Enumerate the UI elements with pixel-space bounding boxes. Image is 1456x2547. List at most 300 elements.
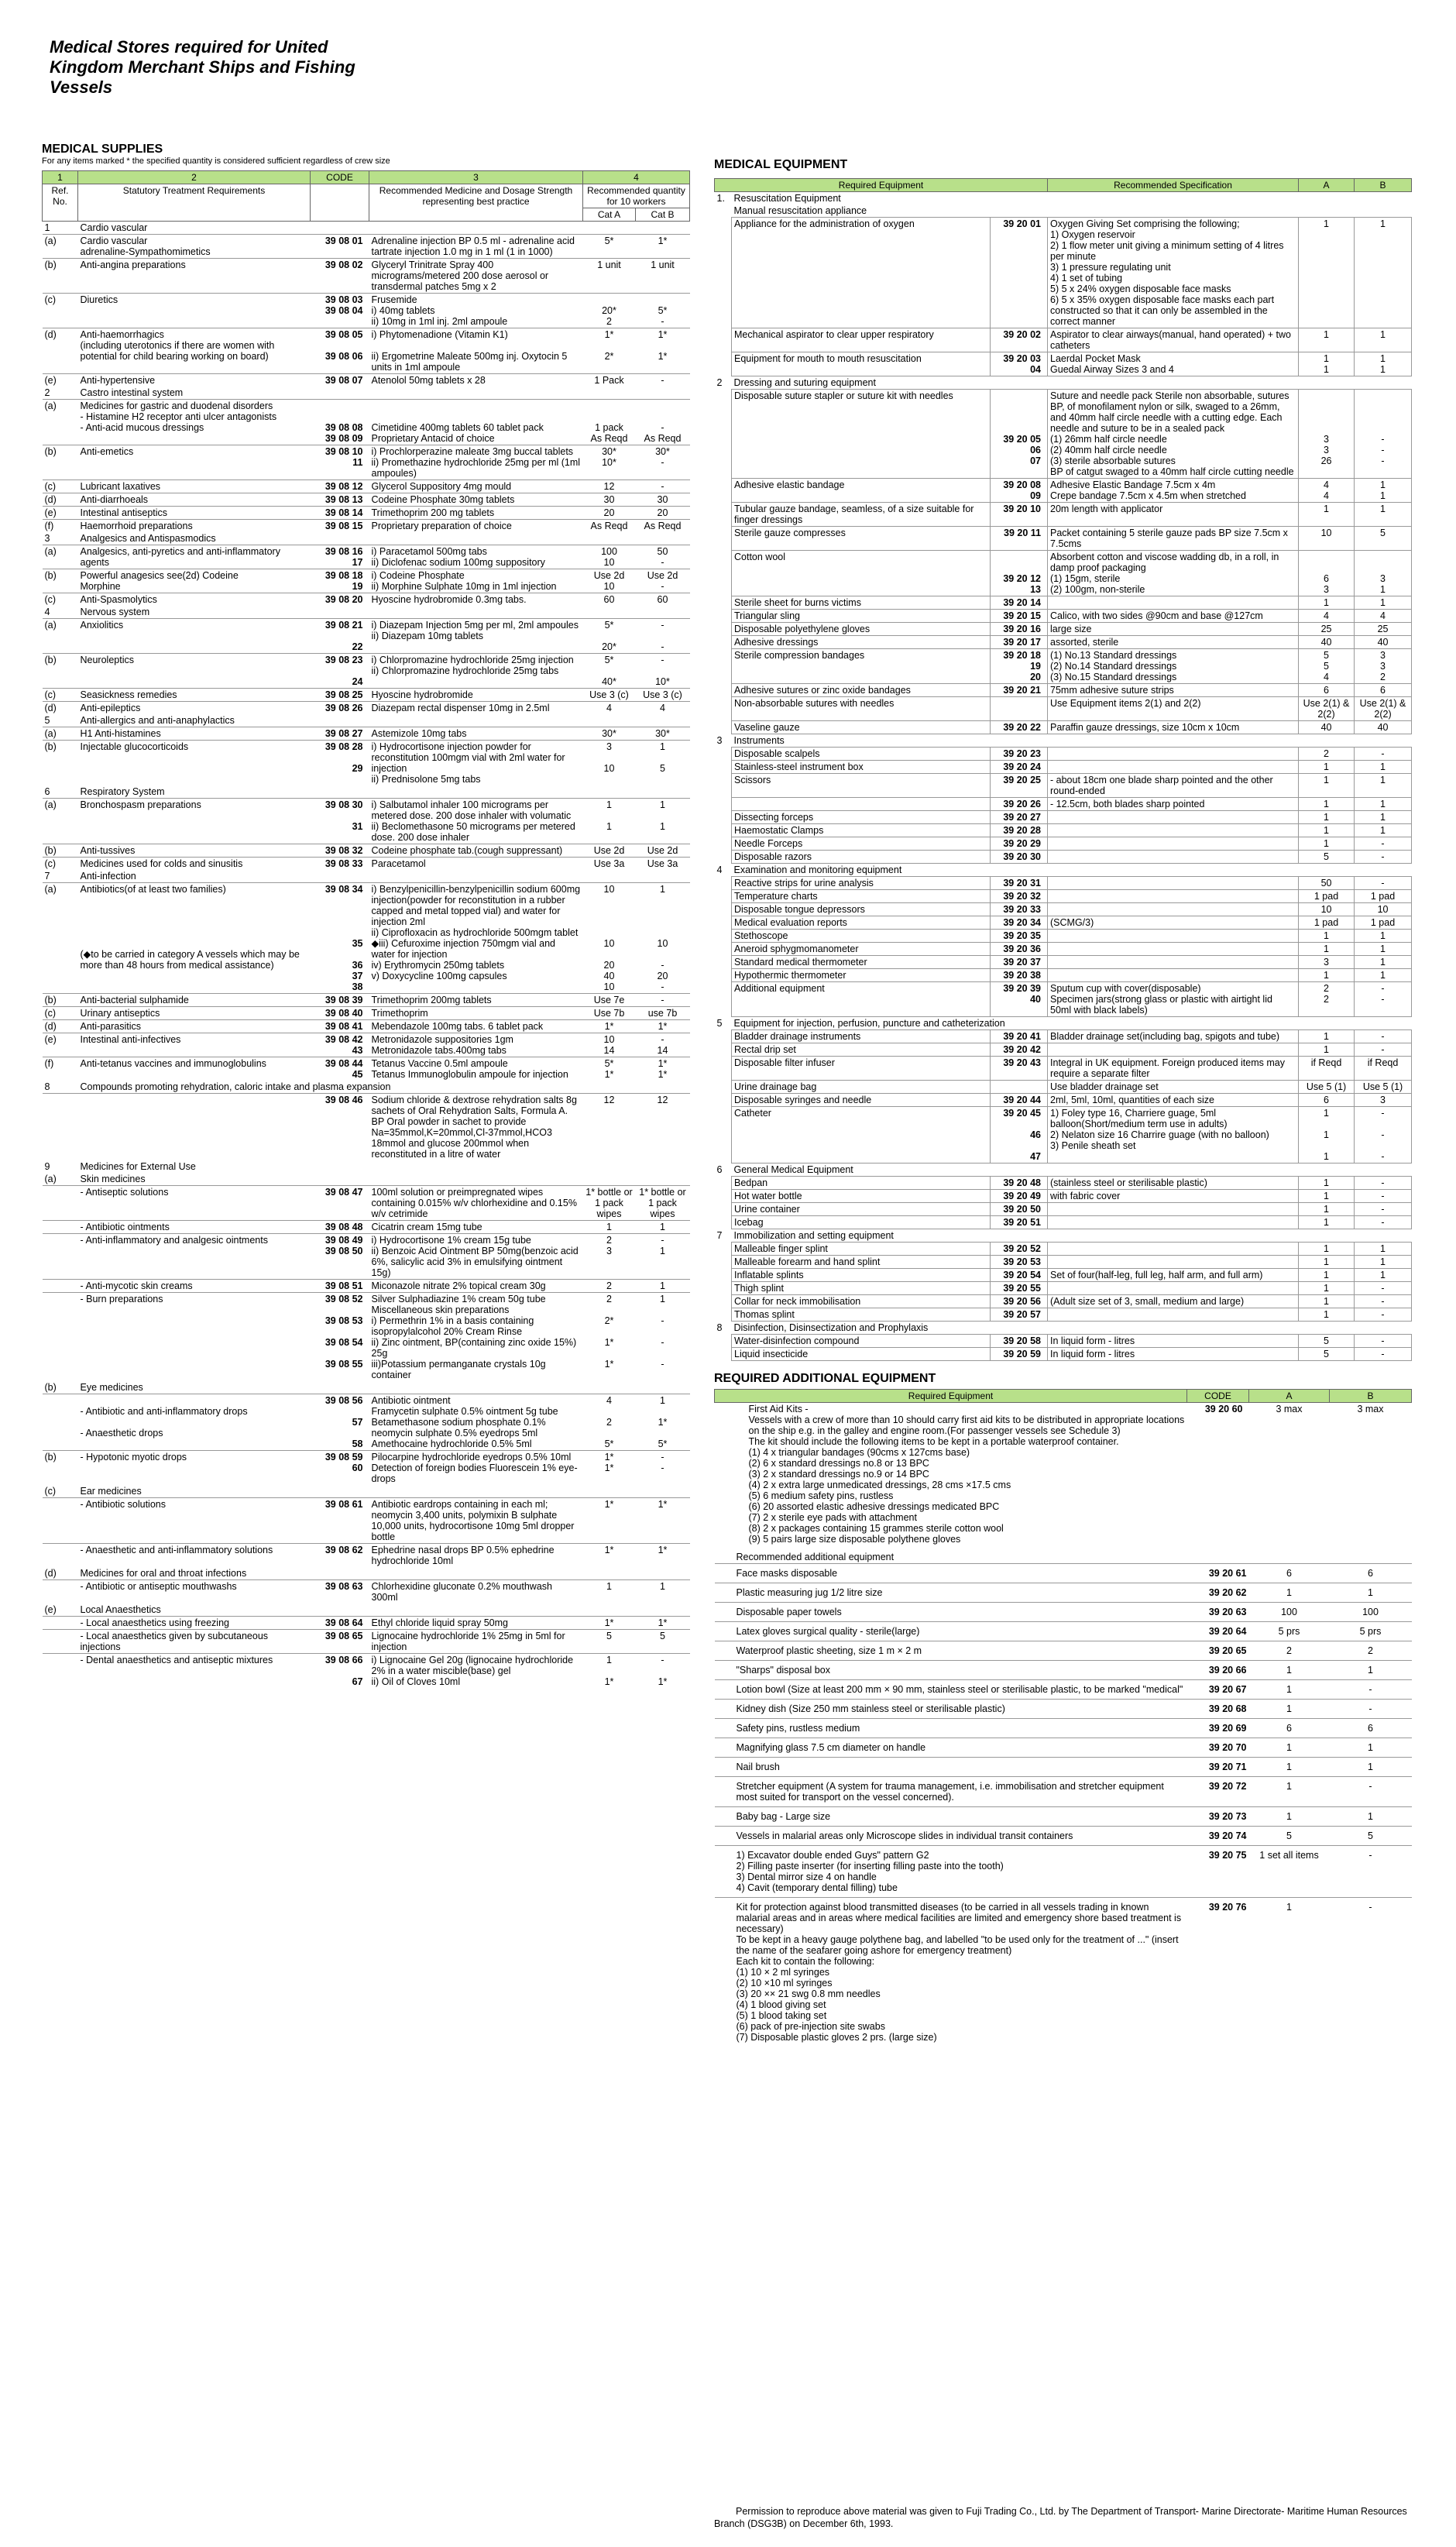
code: 39 20 63 (1187, 1603, 1249, 1622)
qty-cat-b: 50 - (636, 545, 690, 569)
recommended-specification (1048, 1203, 1299, 1216)
ref-number (715, 610, 732, 623)
ref-number: (c) (43, 480, 78, 493)
code: 39 20 02 (991, 328, 1048, 352)
qty-cat-b: 30 (636, 493, 690, 507)
qty-b: 1 (1355, 596, 1412, 610)
qty-b: - (1355, 748, 1412, 761)
category-row (715, 376, 1412, 390)
ref-number: (d) (43, 1020, 78, 1033)
recommended-medicine: i) Paracetamol 500mg tabs ii) Diclofenac sodium 100mg suppository (369, 545, 583, 569)
qty-cat-a: 1 pack As Reqd (583, 400, 636, 445)
ref-number: 9 (44, 1161, 50, 1172)
table-row (43, 883, 690, 994)
qty-b: 1 (1330, 1738, 1412, 1758)
qty-b: - (1355, 1043, 1412, 1057)
qty-a: 6 (1249, 1564, 1330, 1583)
qty-a: 1 (1299, 824, 1355, 837)
column-header: Recommended quantity for 10 workers (583, 184, 690, 208)
ref-number: 6 (716, 1164, 723, 1175)
table-row (715, 1807, 1412, 1827)
qty-a: 1 (1299, 943, 1355, 956)
qty-b: if Reqd (1355, 1057, 1412, 1081)
recommended-specification (1048, 903, 1299, 916)
treatment-requirement: Intestinal antiseptics (78, 507, 311, 520)
recommended-medicine: Paracetamol (369, 858, 583, 871)
qty-cat-b: 30* (636, 727, 690, 741)
qty-b: 25 (1355, 623, 1412, 636)
qty-b: - (1355, 1308, 1412, 1322)
category-label: Medicines for oral and throat infections (80, 1568, 247, 1579)
ref-number (715, 390, 732, 479)
recommended-label: Recommended additional equipment (736, 1552, 895, 1562)
column-header: A (1249, 1390, 1330, 1403)
qty-cat-b: 1* (636, 235, 690, 259)
category-row (43, 1567, 690, 1580)
ref-number (43, 1630, 78, 1654)
recommended-specification: Absorbent cotton and viscose wadding db, in a roll, in damp proof packaging (1) 15gm, sterile (2) 100gm, non-sterile (1048, 551, 1299, 596)
required-equipment: Nail brush (715, 1758, 1187, 1777)
recommended-medicine: Chlorhexidine gluconate 0.2% mouthwash 300ml (369, 1580, 583, 1604)
qty-b: 1 (1355, 798, 1412, 811)
table-row (715, 851, 1412, 864)
treatment-requirement: Anti-emetics (78, 445, 311, 480)
required-equipment: Liquid insecticide (732, 1348, 991, 1361)
ref-number: (a) (43, 400, 78, 445)
code: 39 08 66 67 (311, 1654, 369, 1689)
recommended-medicine: Hyoscine hydrobromide (369, 689, 583, 702)
recommended-medicine: Cicatrin cream 15mg tube (369, 1221, 583, 1234)
qty-b: - (1330, 1898, 1412, 2047)
table-row (715, 1107, 1412, 1164)
code: 39 20 44 (991, 1094, 1048, 1107)
ref-number (715, 930, 732, 943)
required-equipment: Disposable tongue depressors (732, 903, 991, 916)
code: 39 20 17 (991, 636, 1048, 649)
category-label: Analgesics and Antispasmodics (80, 533, 216, 544)
qty-b: 5 (1355, 527, 1412, 551)
code: 39 20 35 (991, 930, 1048, 943)
code: 39 20 12 13 (991, 551, 1048, 596)
ref-number (43, 1280, 78, 1293)
treatment-requirement: Bronchospasm preparations (78, 799, 311, 844)
code: 39 08 48 (311, 1221, 369, 1234)
equipment-header-row (715, 179, 1412, 192)
required-equipment: Stethoscope (732, 930, 991, 943)
qty-b: - - - (1355, 1107, 1412, 1164)
table-row (43, 507, 690, 520)
ref-number: (a) (43, 545, 78, 569)
recommended-specification: Integral in UK equipment. Foreign produced items may require a separate filter (1048, 1057, 1299, 1081)
code: 39 20 31 (991, 877, 1048, 890)
required-equipment: Collar for neck immobilisation (732, 1295, 991, 1308)
category-row (43, 714, 690, 727)
ref-number: (a) (43, 235, 78, 259)
ref-number (715, 943, 732, 956)
qty-cat-b: 1 (636, 1280, 690, 1293)
recommended-specification (1048, 851, 1299, 864)
code: 39 20 70 (1187, 1738, 1249, 1758)
code: 39 08 56 57 58 (311, 1394, 369, 1451)
treatment-requirement: Antibiotics(of at least two families) (◆to be carried in category A vessels which may be more than 48 hours from medical assistance) (78, 883, 311, 994)
qty-a: 1 (1299, 837, 1355, 851)
code: 39 20 32 (991, 890, 1048, 903)
recommended-medicine: 100ml solution or preimpregnated wipes containing 0.015% w/v chlorhexidine and 0.15% w/v cetrimide (369, 1186, 583, 1221)
code: 39 20 67 (1187, 1680, 1249, 1700)
column-header: Statutory Treatment Requirements (78, 184, 311, 222)
code: 39 08 28 29 (311, 741, 369, 786)
qty-a: 1 (1249, 1700, 1330, 1719)
qty-cat-a: Use 2d (583, 844, 636, 858)
recommended-medicine: Atenolol 50mg tablets x 28 (369, 374, 583, 387)
column-number: 4 (583, 171, 690, 184)
qty-b: - (1355, 1190, 1412, 1203)
code: 39 20 73 (1187, 1807, 1249, 1827)
qty-b: 1 (1330, 1661, 1412, 1680)
qty-cat-b: 1* 1* (636, 328, 690, 374)
ref-number (715, 1057, 732, 1081)
treatment-requirement: Haemorrhoid preparations (78, 520, 311, 533)
treatment-requirement: Intestinal anti-infectives (78, 1033, 311, 1057)
required-equipment: Plastic measuring jug 1/2 litre size (715, 1583, 1187, 1603)
recommended-specification: In liquid form - litres (1048, 1335, 1299, 1348)
qty-cat-b: - 10* (636, 654, 690, 689)
qty-cat-b: 12 (636, 1094, 690, 1161)
qty-a: 1 (1299, 1216, 1355, 1229)
table-row (43, 619, 690, 654)
code: 39 20 10 (991, 503, 1048, 527)
ref-number (715, 798, 732, 811)
ref-number: (b) (43, 259, 78, 294)
qty-cat-b: - - (636, 619, 690, 654)
qty-a: 1 (1299, 761, 1355, 774)
recommended-medicine: Diazepam rectal dispenser 10mg in 2.5ml (369, 702, 583, 715)
code: 39 20 29 (991, 837, 1048, 851)
recommended-medicine: Trimethoprim (369, 1007, 583, 1020)
qty-a: 1 (1299, 1308, 1355, 1322)
code: 39 08 59 60 (311, 1451, 369, 1486)
required-equipment: Haemostatic Clamps (732, 824, 991, 837)
ref-number (43, 1654, 78, 1689)
recommended-medicine: i) Chlorpromazine hydrochloride 25mg injection ii) Chlorpromazine hydrochloride 25mg tabs (369, 654, 583, 689)
qty-cat-a: 1* (583, 1020, 636, 1033)
ref-number: (e) (44, 1604, 57, 1615)
table-row (43, 480, 690, 493)
required-equipment: Disposable razors (732, 851, 991, 864)
table-row (715, 1190, 1412, 1203)
qty-b: - (1355, 1348, 1412, 1361)
recommended-specification: Bladder drainage set(including bag, spigots and tube) (1048, 1030, 1299, 1043)
required-equipment: Disposable syringes and needle (732, 1094, 991, 1107)
table-row (715, 551, 1412, 596)
required-equipment: Cotton wool (732, 551, 991, 596)
table-row (715, 1269, 1412, 1282)
table-row (715, 1081, 1412, 1094)
treatment-requirement: Medicines for gastric and duodenal disorders - Histamine H2 receptor anti ulcer antagonists - Anti-acid mucous dressings (78, 400, 311, 445)
qty-cat-b: - As Reqd (636, 400, 690, 445)
table-row (715, 1030, 1412, 1043)
qty-a: 1 1 1 (1299, 1107, 1355, 1164)
category-label: Anti-allergics and anti-anaphylactics (80, 715, 235, 726)
qty-b: 1 1 (1355, 479, 1412, 503)
qty-a: 5 (1299, 1348, 1355, 1361)
qty-a: 1 (1249, 1758, 1330, 1777)
code: 39 08 34 35 36 37 38 (311, 883, 369, 994)
table-row (715, 982, 1412, 1017)
qty-b: 3 max (1357, 1404, 1384, 1414)
treatment-requirement: Anti-tetanus vaccines and immunoglobulins (78, 1057, 311, 1081)
code: 39 08 25 (311, 689, 369, 702)
code: 39 20 22 (991, 721, 1048, 734)
qty-a: 3 3 26 (1299, 390, 1355, 479)
code: 39 20 18 19 20 (991, 649, 1048, 684)
qty-b: - (1355, 877, 1412, 890)
recommended-medicine: i) Hydrocortisone injection powder for reconstitution 100mgm vial with 2ml water for injection ii) Prednisolone 5mg tabs (369, 741, 583, 786)
table-row (43, 445, 690, 480)
table-row (715, 218, 1412, 328)
table-row (715, 328, 1412, 352)
treatment-requirement: Anti-tussives (78, 844, 311, 858)
code: 39 20 52 (991, 1243, 1048, 1256)
code: 39 20 37 (991, 956, 1048, 969)
table-row (715, 610, 1412, 623)
qty-b: Use 2(1) & 2(2) (1355, 697, 1412, 721)
table-row (43, 994, 690, 1007)
ref-number (43, 1544, 78, 1568)
qty-b: - (1355, 1177, 1412, 1190)
qty-b: - - (1355, 982, 1412, 1017)
required-equipment: Malleable forearm and hand splint (732, 1256, 991, 1269)
ref-number (715, 636, 732, 649)
recommended-medicine: i) Benzylpenicillin-benzylpenicillin sodium 600mg injection(powder for reconstitution in a rubber capped and metal topped vial) and water for injection 2ml ii) Ciprofloxacin as hydrochloride 500mgm tablet ◆iii) Cefuroxime injection 750mgm vial and water for injection iv) Erythromycin 250mg tablets v) Doxycycline 100mg capsules (369, 883, 583, 994)
required-equipment: Safety pins, rustless medium (715, 1719, 1187, 1738)
qty-cat-a: 5* 1* (583, 1057, 636, 1081)
qty-a: 3 max (1276, 1404, 1303, 1414)
table-row (715, 1846, 1412, 1898)
qty-cat-b: - - (636, 1451, 690, 1486)
code: 39 08 27 (311, 727, 369, 741)
code: 39 20 61 (1187, 1564, 1249, 1583)
table-row (43, 1186, 690, 1221)
ref-number: 2 (44, 387, 50, 398)
ref-number (715, 1203, 732, 1216)
table-row (43, 294, 690, 328)
qty-a: 1 (1299, 1203, 1355, 1216)
code: 39 20 65 (1187, 1641, 1249, 1661)
code: 39 20 69 (1187, 1719, 1249, 1738)
treatment-requirement: - Anti-inflammatory and analgesic ointments (78, 1234, 311, 1280)
ref-number: (a) (43, 799, 78, 844)
ref-number (715, 969, 732, 982)
ref-number (715, 205, 732, 218)
qty-a: 6 (1249, 1719, 1330, 1738)
recommended-specification: 75mm adhesive suture strips (1048, 684, 1299, 697)
qty-cat-b: - 1* (636, 1654, 690, 1689)
code: 39 08 07 (311, 374, 369, 387)
qty-b: 1 (1355, 943, 1412, 956)
qty-cat-b: use 7b (636, 1007, 690, 1020)
treatment-requirement: - Antibiotic ointments (78, 1221, 311, 1234)
ref-number (715, 1308, 732, 1322)
medical-equipment-section (714, 158, 1411, 2047)
category-label: Local Anaesthetics (80, 1604, 161, 1615)
code: 39 20 41 (991, 1030, 1048, 1043)
qty-cat-b: 1 - - - (636, 1293, 690, 1382)
qty-b: - (1355, 1335, 1412, 1348)
required-equipment: Vessels in malarial areas only Microscope slides in individual transit containers (715, 1827, 1187, 1846)
qty-cat-b: 1* (636, 1020, 690, 1033)
recommended-specification (1048, 837, 1299, 851)
treatment-requirement: Neuroleptics (78, 654, 311, 689)
recommended-specification: Calico, with two sides @90cm and base @127cm (1048, 610, 1299, 623)
qty-b: 1 (1355, 503, 1412, 527)
table-row (715, 1308, 1412, 1322)
qty-a: 10 (1299, 527, 1355, 551)
recommended-specification: assorted, sterile (1048, 636, 1299, 649)
treatment-requirement: - Anaesthetic and anti-inflammatory solutions (78, 1544, 311, 1568)
column-header: Ref. No. (43, 184, 78, 222)
ref-number: 7 (716, 1229, 723, 1241)
document-title: Medical Stores required for United Kingdom Merchant Ships and Fishing Vessels (50, 37, 355, 97)
qty-cat-a: 30* (583, 727, 636, 741)
treatment-requirement: Powerful anagesics see(2d) Codeine Morphine (78, 569, 311, 593)
ref-number (715, 774, 732, 798)
qty-a: 1 (1299, 969, 1355, 982)
required-equipment: Adhesive dressings (732, 636, 991, 649)
code: 39 20 11 (991, 527, 1048, 551)
required-equipment: Catheter (732, 1107, 991, 1164)
additional-header-row (715, 1390, 1412, 1403)
qty-cat-a: 5* (583, 235, 636, 259)
qty-a: 25 (1299, 623, 1355, 636)
table-row (715, 811, 1412, 824)
code: 39 08 13 (311, 493, 369, 507)
ref-number (715, 1243, 732, 1256)
recommended-medicine: Codeine Phosphate 30mg tablets (369, 493, 583, 507)
qty-cat-a: 30 (583, 493, 636, 507)
code: 39 08 65 (311, 1630, 369, 1654)
qty-a: 2 (1249, 1641, 1330, 1661)
ref-number: (a) (43, 883, 78, 994)
column-header: A (1299, 179, 1355, 192)
recommended-specification (1048, 877, 1299, 890)
qty-cat-a: 30* 10* (583, 445, 636, 480)
category-label: Skin medicines (80, 1174, 146, 1184)
recommended-specification (1048, 811, 1299, 824)
ref-number: (b) (43, 654, 78, 689)
required-equipment: Mechanical aspirator to clear upper respiratory (732, 328, 991, 352)
required-equipment: Temperature charts (732, 890, 991, 903)
table-row (715, 1603, 1412, 1622)
qty-a: 6 3 (1299, 551, 1355, 596)
qty-b: - (1330, 1846, 1412, 1898)
table-row (43, 654, 690, 689)
qty-b: 1 (1355, 956, 1412, 969)
recommended-medicine: Hyoscine hydrobromide 0.3mg tabs. (369, 593, 583, 607)
table-row (43, 400, 690, 445)
recommended-specification (1048, 1216, 1299, 1229)
ref-number (715, 1216, 732, 1229)
ref-number: 1 (44, 222, 50, 233)
ref-number (715, 352, 732, 376)
qty-cat-b: - (636, 480, 690, 493)
code: 39 08 42 43 (311, 1033, 369, 1057)
table-row (43, 259, 690, 294)
qty-cat-b: As Reqd (636, 520, 690, 533)
table-row (715, 1700, 1412, 1719)
required-equipment: Baby bag - Large size (715, 1807, 1187, 1827)
table-row (715, 1295, 1412, 1308)
table-row (715, 1216, 1412, 1229)
recommended-specification (1048, 930, 1299, 943)
recommended-medicine: Codeine phosphate tab.(cough suppressant) (369, 844, 583, 858)
qty-b: - (1355, 851, 1412, 864)
recommended-medicine: i) Codeine Phosphate ii) Morphine Sulphate 10mg in 1ml injection (369, 569, 583, 593)
code: 39 20 53 (991, 1256, 1048, 1269)
ref-number (715, 837, 732, 851)
qty-cat-a: 60 (583, 593, 636, 607)
qty-cat-a: 1* 1* (583, 1451, 636, 1486)
code: 39 08 51 (311, 1280, 369, 1293)
table-row (715, 969, 1412, 982)
qty-cat-b: 60 (636, 593, 690, 607)
column-header: CODE (1187, 1390, 1249, 1403)
qty-a: 1 (1249, 1738, 1330, 1758)
category-row (43, 532, 690, 545)
qty-b: 1 (1355, 218, 1412, 328)
recommended-medicine: Glyceryl Trinitrate Spray 400 micrograms/metered 200 dose aerosol or transdermal patches 5mg x 2 (369, 259, 583, 294)
table-row (715, 1661, 1412, 1680)
required-equipment: Triangular sling (732, 610, 991, 623)
ref-number (715, 479, 732, 503)
ref-number (715, 684, 732, 697)
code: 39 20 76 (1187, 1898, 1249, 2047)
table-row (715, 877, 1412, 890)
code: 39 20 64 (1187, 1622, 1249, 1641)
recommended-medicine: Adrenaline injection BP 0.5 ml - adrenaline acid tartrate injection 1.0 mg in 1 ml (1 in 1000) (369, 235, 583, 259)
code: 39 20 24 (991, 761, 1048, 774)
recommended-specification (1048, 1243, 1299, 1256)
recommended-medicine: Astemizole 10mg tabs (369, 727, 583, 741)
required-equipment: Rectal drip set (732, 1043, 991, 1057)
qty-cat-b: 1* (636, 1544, 690, 1568)
ref-number (715, 916, 732, 930)
table-row (715, 1719, 1412, 1738)
code: 39 20 34 (991, 916, 1048, 930)
table-row (43, 235, 690, 259)
required-equipment: Additional equipment (732, 982, 991, 1017)
recommended-medicine: Lignocaine hydrochloride 1% 25mg in 5ml for injection (369, 1630, 583, 1654)
qty-b: 1 (1330, 1758, 1412, 1777)
qty-a: 1 (1249, 1807, 1330, 1827)
table-row (43, 493, 690, 507)
required-equipment: Appliance for the administration of oxygen (732, 218, 991, 328)
qty-cat-b: 1* (636, 1498, 690, 1544)
category-row (43, 222, 690, 235)
category-label: Instruments (733, 735, 785, 746)
qty-a: 1 (1299, 798, 1355, 811)
recommended-specification: - 12.5cm, both blades sharp pointed (1048, 798, 1299, 811)
code: 39 20 62 (1187, 1583, 1249, 1603)
code: 39 08 41 (311, 1020, 369, 1033)
table-row (715, 748, 1412, 761)
qty-b: 1 1 (1355, 352, 1412, 376)
table-row (715, 636, 1412, 649)
qty-cat-b: 1* bottle or 1 pack wipes (636, 1186, 690, 1221)
treatment-requirement: Anti-hypertensive (78, 374, 311, 387)
recommended-medicine: Antibiotic eardrops containing in each ml; neomycin 3,400 units, polymixin B sulphate 10,000 units, hydrocortisone 10mg 5ml dropper bottle (369, 1498, 583, 1544)
ref-number: (b) (43, 1451, 78, 1486)
